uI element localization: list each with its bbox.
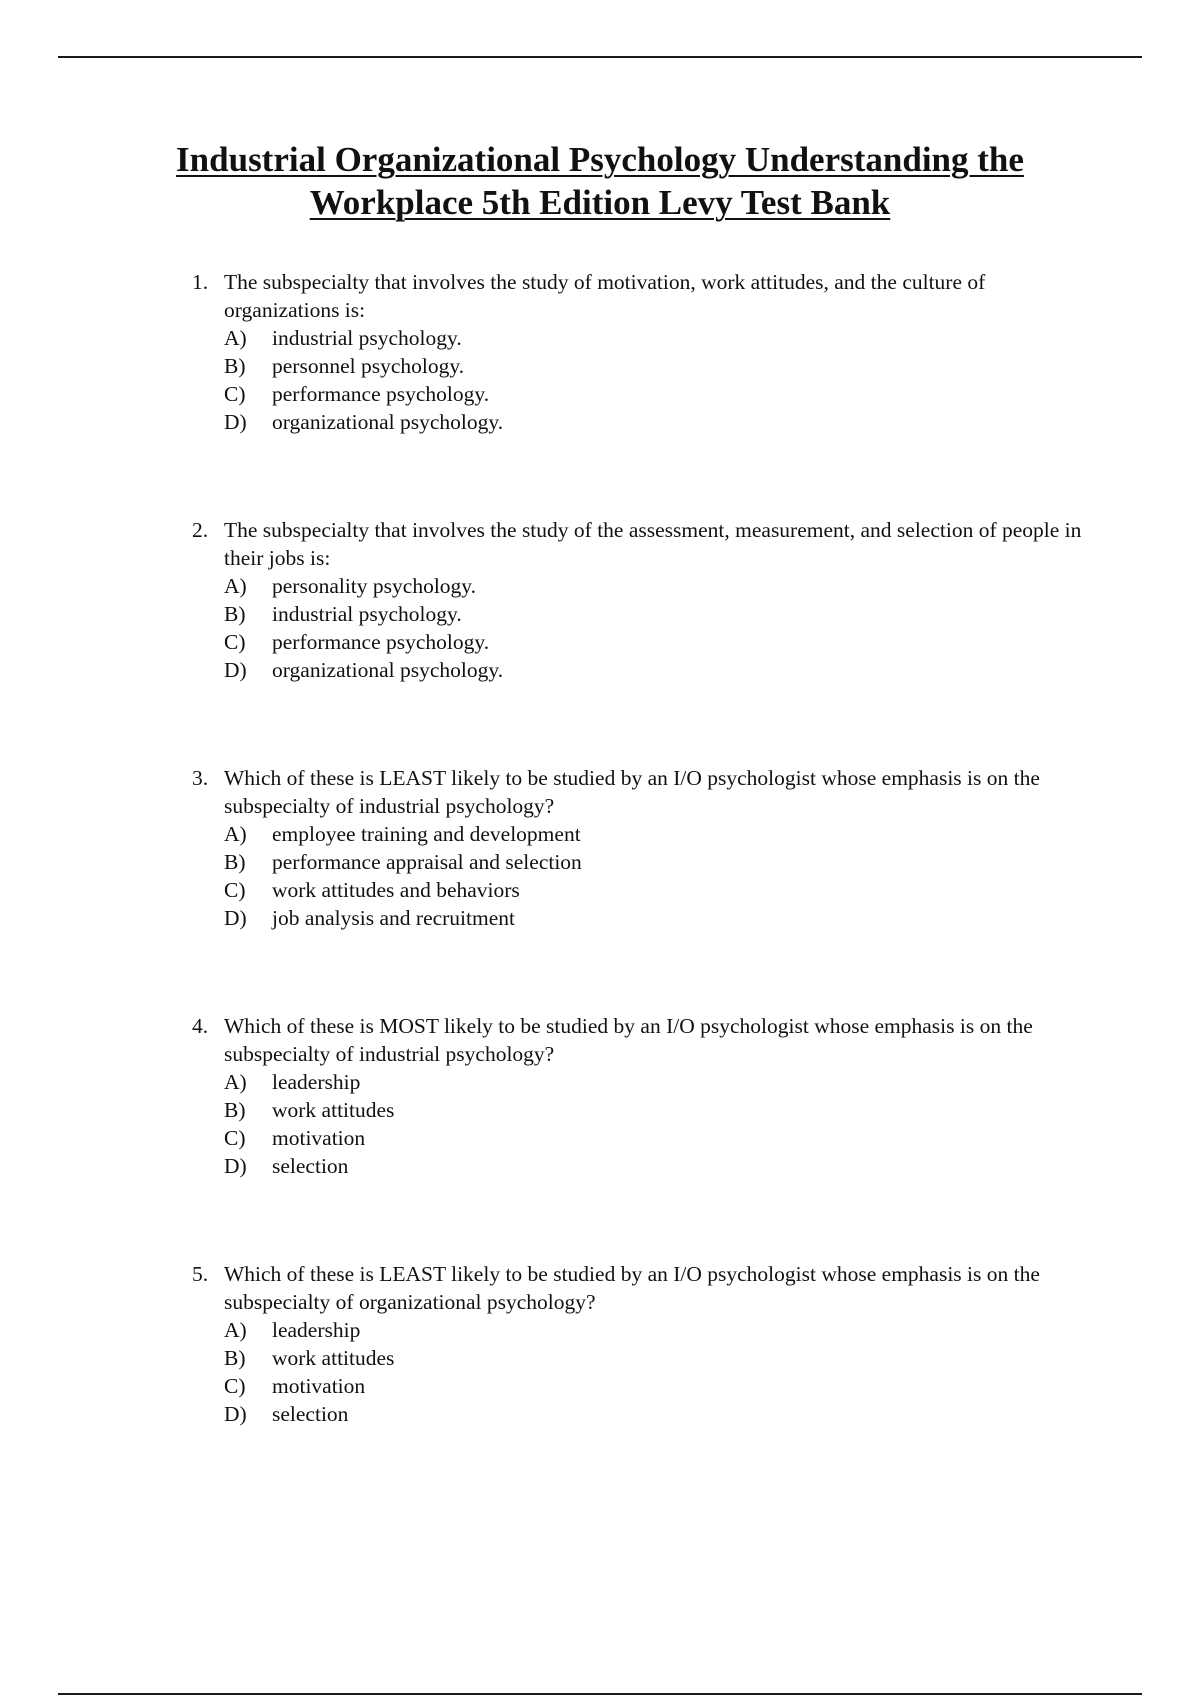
option-text: organizational psychology.: [272, 658, 504, 682]
title-line-2: Workplace 5th Edition Levy Test Bank: [309, 183, 891, 222]
answer-options: [224, 1316, 1090, 1428]
option-text: personality psychology.: [272, 574, 477, 598]
question-4: [190, 1012, 1090, 1180]
answer-option: [224, 848, 1090, 876]
answer-option: [224, 1316, 1090, 1344]
answer-option: [224, 600, 1090, 628]
option-letter: C): [224, 1374, 246, 1398]
answer-option: [224, 876, 1090, 904]
question-list: [190, 268, 1090, 1508]
answer-option: [224, 1096, 1090, 1124]
option-text: motivation: [272, 1126, 366, 1150]
answer-options: [224, 324, 1090, 436]
option-letter: D): [224, 1154, 247, 1178]
top-rule: [58, 56, 1142, 58]
question-2: [190, 516, 1090, 684]
question-text: The subspecialty that involves the study of motivation, work attitudes, and the culture of organizations is:: [224, 270, 986, 322]
question-1: [190, 268, 1090, 436]
option-text: industrial psychology.: [272, 602, 462, 626]
option-text: selection: [272, 1402, 349, 1426]
option-letter: A): [224, 1070, 247, 1094]
answer-option: [224, 324, 1090, 352]
document-title: [100, 138, 1100, 224]
answer-option: [224, 656, 1090, 684]
option-letter: B): [224, 1346, 246, 1370]
option-letter: D): [224, 410, 247, 434]
option-text: leadership: [272, 1318, 361, 1342]
answer-option: [224, 820, 1090, 848]
question-number: 2.: [192, 518, 209, 542]
answer-option: [224, 380, 1090, 408]
option-text: work attitudes: [272, 1098, 395, 1122]
question-5: [190, 1260, 1090, 1428]
option-text: work attitudes: [272, 1346, 395, 1370]
option-letter: B): [224, 602, 246, 626]
option-letter: A): [224, 822, 247, 846]
answer-option: [224, 1152, 1090, 1180]
option-letter: B): [224, 354, 246, 378]
answer-option: [224, 904, 1090, 932]
question-number: 3.: [192, 766, 209, 790]
answer-option: [224, 1400, 1090, 1428]
option-text: organizational psychology.: [272, 410, 504, 434]
option-letter: C): [224, 382, 246, 406]
question-number: 5.: [192, 1262, 209, 1286]
option-text: job analysis and recruitment: [272, 906, 515, 930]
option-text: performance psychology.: [272, 382, 490, 406]
answer-option: [224, 408, 1090, 436]
option-letter: D): [224, 658, 247, 682]
bottom-rule: [58, 1693, 1142, 1695]
title-line-1: Industrial Organizational Psychology Understanding the: [176, 140, 1024, 179]
option-text: employee training and development: [272, 822, 581, 846]
option-text: industrial psychology.: [272, 326, 462, 350]
option-letter: A): [224, 1318, 247, 1342]
answer-options: [224, 820, 1090, 932]
question-text: The subspecialty that involves the study of the assessment, measurement, and selection of people in their jobs is:: [224, 518, 1082, 570]
question-text: Which of these is LEAST likely to be studied by an I/O psychologist whose emphasis is on the subspecialty of organizational psychology?: [224, 1262, 1040, 1314]
question-number: 1.: [192, 270, 209, 294]
question-3: [190, 764, 1090, 932]
answer-option: [224, 628, 1090, 656]
question-number: 4.: [192, 1014, 209, 1038]
option-letter: C): [224, 1126, 246, 1150]
option-text: work attitudes and behaviors: [272, 878, 520, 902]
answer-option: [224, 1124, 1090, 1152]
answer-option: [224, 352, 1090, 380]
option-text: performance appraisal and selection: [272, 850, 582, 874]
option-letter: B): [224, 850, 246, 874]
option-letter: A): [224, 326, 247, 350]
option-text: motivation: [272, 1374, 366, 1398]
option-text: personnel psychology.: [272, 354, 465, 378]
option-text: performance psychology.: [272, 630, 490, 654]
option-letter: B): [224, 1098, 246, 1122]
answer-options: [224, 1068, 1090, 1180]
answer-option: [224, 572, 1090, 600]
option-letter: D): [224, 1402, 247, 1426]
option-text: leadership: [272, 1070, 361, 1094]
option-letter: A): [224, 574, 247, 598]
question-text: Which of these is MOST likely to be studied by an I/O psychologist whose emphasis is on the subspecialty of industrial psychology?: [224, 1014, 1033, 1066]
option-text: selection: [272, 1154, 349, 1178]
question-text: Which of these is LEAST likely to be studied by an I/O psychologist whose emphasis is on the subspecialty of industrial psychology?: [224, 766, 1040, 818]
option-letter: C): [224, 630, 246, 654]
answer-option: [224, 1344, 1090, 1372]
answer-option: [224, 1068, 1090, 1096]
option-letter: C): [224, 878, 246, 902]
answer-option: [224, 1372, 1090, 1400]
option-letter: D): [224, 906, 247, 930]
answer-options: [224, 572, 1090, 684]
